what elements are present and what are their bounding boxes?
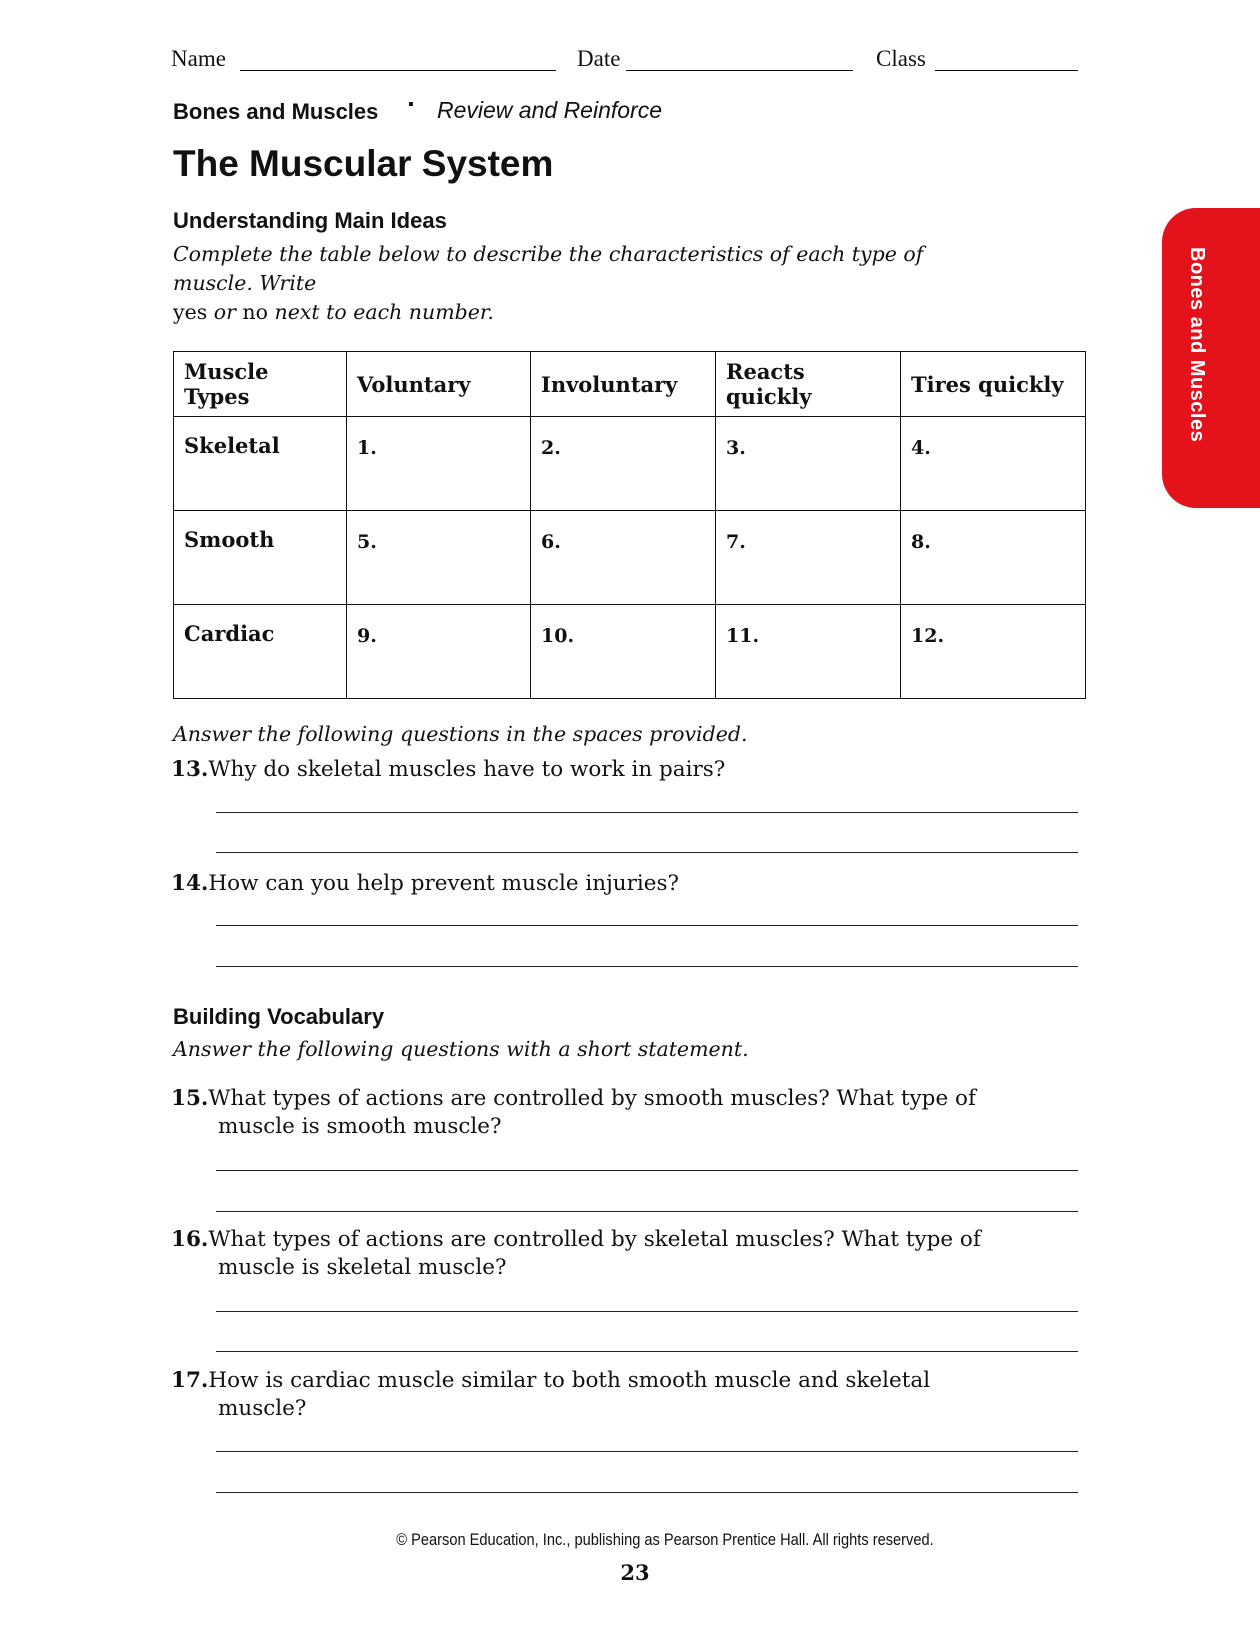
question-text: What types of actions are controlled by skeletal muscles? What type of [208, 1227, 981, 1252]
table-header: Voluntary [347, 352, 531, 417]
answer-cell[interactable]: 8. [901, 511, 1086, 605]
answer-cell[interactable]: 3. [716, 417, 901, 511]
question-text-cont: muscle? [218, 1396, 307, 1421]
answer-cell[interactable]: 6. [531, 511, 716, 605]
table-row [174, 417, 1086, 511]
name-field[interactable] [240, 70, 556, 71]
instructions-no: no [242, 300, 268, 324]
side-tab [1162, 208, 1260, 508]
question-text: How can you help prevent muscle injuries? [208, 871, 680, 896]
muscle-type-cell: Cardiac [174, 605, 347, 699]
table-header: Reacts quickly [716, 352, 901, 417]
answer-cell[interactable]: 7. [716, 511, 901, 605]
answer-line[interactable] [216, 925, 1078, 926]
vocabulary-instructions: Answer the following questions with a short statement. [173, 1037, 749, 1061]
table-header: Involuntary [531, 352, 716, 417]
question-17 [171, 1367, 930, 1423]
answer-line[interactable] [216, 1170, 1078, 1171]
table-header: Tires quickly [901, 352, 1086, 417]
question-text: Why do skeletal muscles have to work in pairs? [208, 757, 726, 782]
answer-cell[interactable]: 10. [531, 605, 716, 699]
copyright-footer: © Pearson Education, Inc., publishing as Pearson Prentice Hall. All rights reserved. [396, 1530, 934, 1549]
answer-line[interactable] [216, 1451, 1078, 1452]
unit-label: Bones and Muscles [173, 99, 379, 124]
table-row [174, 511, 1086, 605]
answer-line[interactable] [216, 1211, 1078, 1212]
question-15 [171, 1085, 976, 1141]
answer-line[interactable] [216, 966, 1078, 967]
answer-line[interactable] [216, 1351, 1078, 1352]
section-heading-vocabulary: Building Vocabulary [173, 1004, 385, 1029]
instructions-or: or [207, 300, 243, 324]
instructions-yes: yes [173, 300, 208, 324]
table-header-row [174, 352, 1086, 417]
table-row [174, 605, 1086, 699]
muscle-table [173, 351, 1086, 699]
answer-line[interactable] [216, 812, 1078, 813]
answer-cell[interactable]: 11. [716, 605, 901, 699]
question-text-cont: muscle is skeletal muscle? [218, 1255, 507, 1280]
answer-cell[interactable]: 4. [901, 417, 1086, 511]
question-13 [171, 756, 725, 784]
question-number: 16. [171, 1227, 209, 1252]
question-number: 13. [171, 757, 209, 782]
answer-cell[interactable]: 5. [347, 511, 531, 605]
answer-cell[interactable]: 1. [347, 417, 531, 511]
answer-line[interactable] [216, 852, 1078, 853]
answer-line[interactable] [216, 1492, 1078, 1493]
answer-cell[interactable]: 2. [531, 417, 716, 511]
question-text: How is cardiac muscle similar to both smooth muscle and skeletal [208, 1368, 931, 1393]
answer-line[interactable] [216, 1311, 1078, 1312]
table-header: Muscle Types [174, 352, 347, 417]
table-instructions [173, 240, 993, 327]
answer-cell[interactable]: 9. [347, 605, 531, 699]
name-label: Name [171, 46, 226, 71]
question-text: What types of actions are controlled by smooth muscles? What type of [208, 1086, 976, 1111]
instructions-tail: next to each number. [267, 300, 494, 324]
question-number: 17. [171, 1368, 209, 1393]
date-label: Date [577, 46, 621, 71]
page-number: 23 [620, 1560, 650, 1585]
side-tab-label: Bones and Muscles [1186, 247, 1208, 443]
page-title: The Muscular System [173, 143, 554, 184]
class-label: Class [876, 46, 926, 71]
question-14 [171, 870, 679, 898]
question-text-cont: muscle is smooth muscle? [218, 1114, 502, 1139]
class-field[interactable] [935, 70, 1078, 71]
question-number: 14. [171, 871, 209, 896]
separator-bullet: ▪ [408, 96, 414, 113]
question-16 [171, 1226, 981, 1282]
muscle-type-cell: Skeletal [174, 417, 347, 511]
answer-instructions: Answer the following questions in the spaces provided. [173, 722, 748, 746]
instructions-text: Complete the table below to describe the characteristics of each type of muscle. Write [173, 242, 924, 295]
muscle-type-cell: Smooth [174, 511, 347, 605]
subtitle: Review and Reinforce [437, 97, 663, 123]
date-field[interactable] [626, 70, 853, 71]
answer-cell[interactable]: 12. [901, 605, 1086, 699]
question-number: 15. [171, 1086, 209, 1111]
section-heading-main-ideas: Understanding Main Ideas [173, 208, 447, 233]
